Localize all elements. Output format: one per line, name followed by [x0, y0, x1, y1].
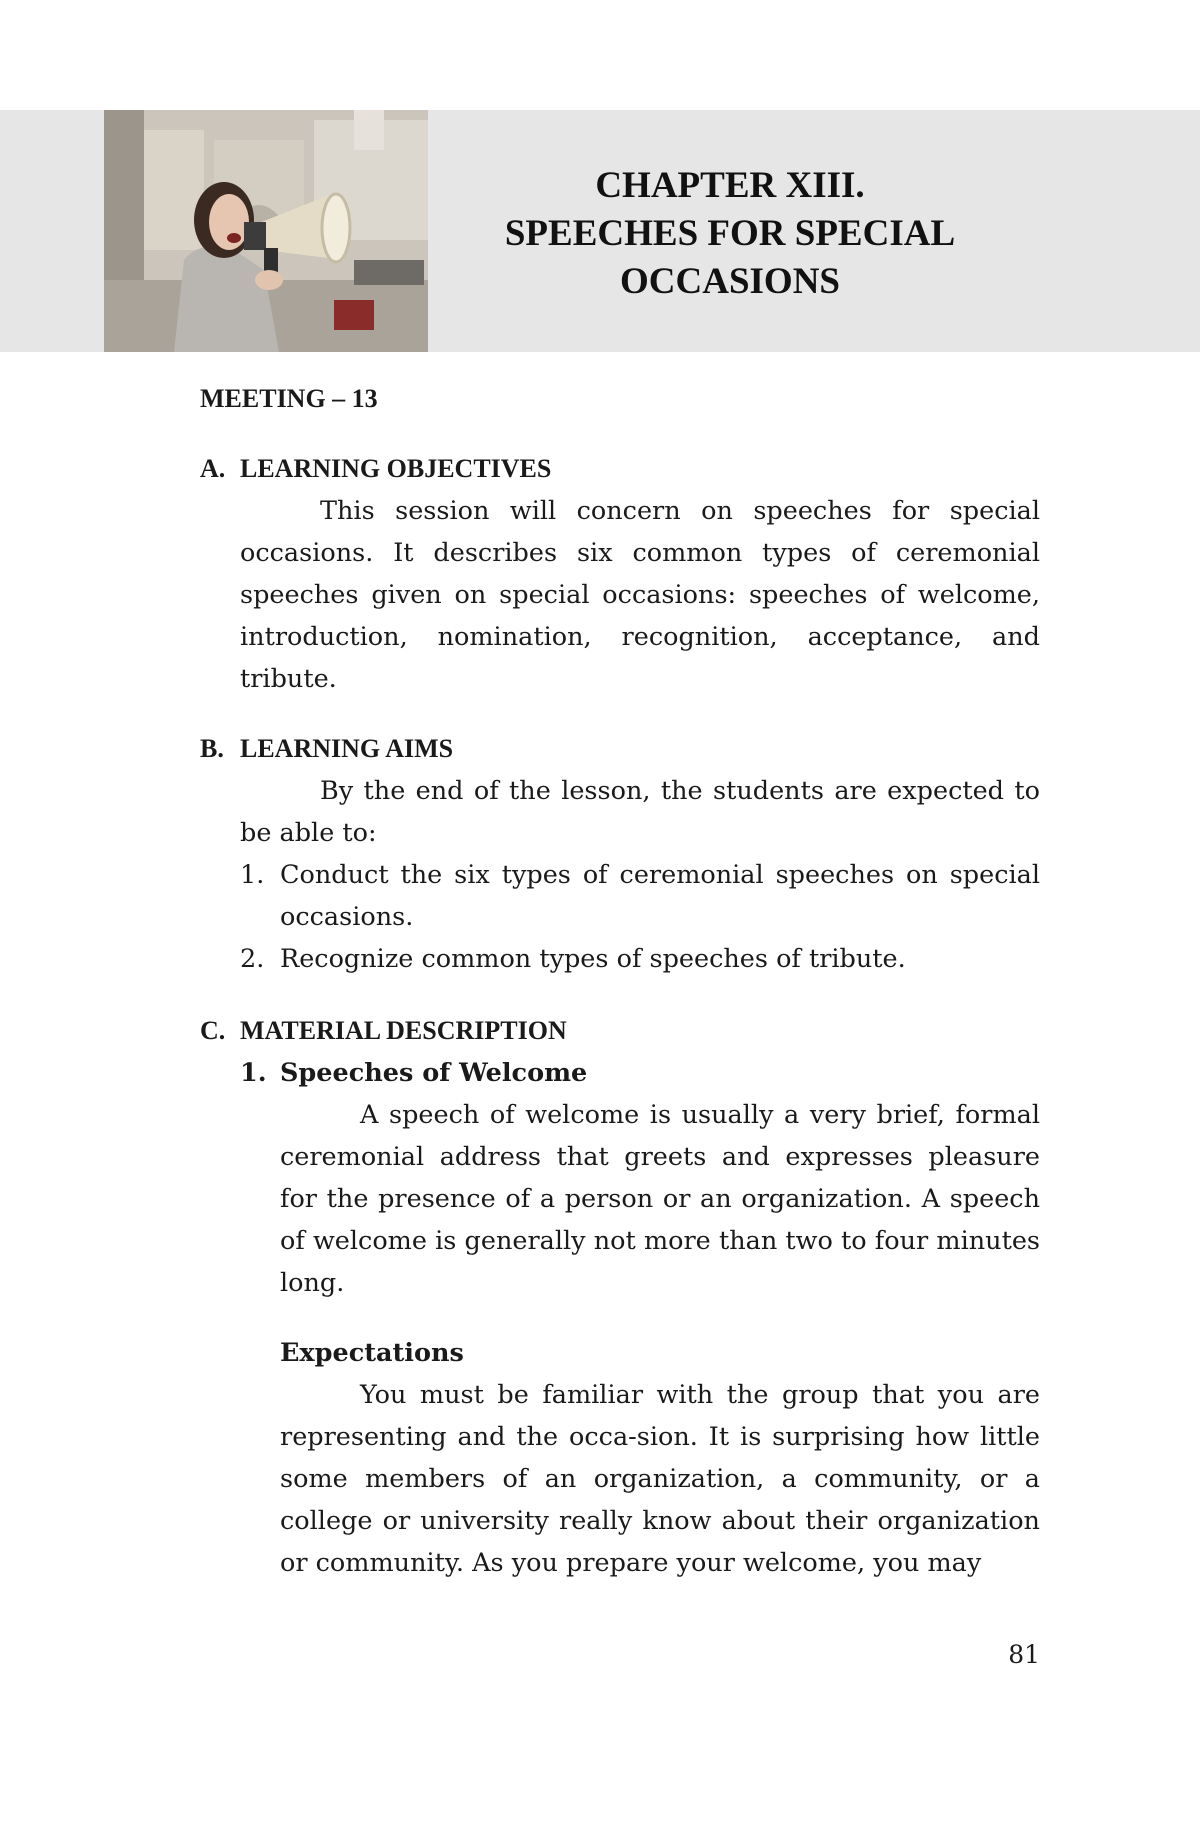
section-a-letter: A.: [200, 454, 226, 483]
chapter-title-line-2: SPEECHES FOR SPECIAL: [504, 213, 956, 254]
section-b-letter: B.: [200, 734, 224, 763]
list-item-number: 1.: [240, 860, 265, 890]
list-item: [240, 938, 1040, 980]
section-a-title: LEARNING OBJECTIVES: [240, 454, 552, 483]
list-item-text: Recognize common types of speeches of tribute.: [280, 944, 906, 974]
section-c-letter: C.: [200, 1016, 226, 1045]
page-content: [200, 378, 1040, 1584]
subsection-welcome-heading: [240, 1052, 1040, 1094]
section-c-heading: [200, 1010, 1040, 1052]
section-b-title: LEARNING AIMS: [240, 734, 454, 763]
chapter-title-line-3: OCCASIONS: [620, 261, 840, 302]
list-item: [240, 854, 1040, 938]
chapter-title-line-1: CHAPTER XIII.: [595, 165, 865, 206]
expectations-paragraph: You must be familiar with the group that you are representing and the occa-sion. It is surprising how little some members of an organization, a community, or a college or university really know about their organization or community. As you prepare your welcome, you may: [280, 1380, 1040, 1578]
subsection-title: Speeches of Welcome: [280, 1058, 588, 1088]
chapter-title: [460, 162, 1000, 306]
welcome-paragraph: A speech of welcome is usually a very brief, formal ceremonial address that greets and expresses pleasure for the presence of a person or an organization. A speech of welcome is generally not more than two to four minutes long.: [280, 1100, 1040, 1298]
section-a-heading: [200, 448, 1040, 490]
list-item-number: 2.: [240, 944, 265, 974]
expectations-heading: Expectations: [280, 1338, 464, 1368]
list-item-text: Conduct the six types of ceremonial speeches on special occasions.: [280, 860, 1040, 932]
aims-list: [240, 854, 1040, 980]
page-number: 81: [1008, 1640, 1040, 1669]
section-b-heading: [200, 728, 1040, 770]
meeting-label: MEETING – 13: [200, 384, 378, 413]
megaphone-woman-image: [104, 110, 428, 352]
section-b-paragraph: By the end of the lesson, the students are expected to be able to:: [240, 776, 1040, 848]
subsection-number: 1.: [240, 1058, 267, 1088]
section-a-paragraph: This session will concern on speeches for special occasions. It describes six common types of ceremonial speeches given on special occasions: speeches of welcome, introduction, nomination, recognition, acceptance, and tribute.: [240, 496, 1040, 694]
section-c-title: MATERIAL DESCRIPTION: [240, 1016, 567, 1045]
chapter-photo: [104, 110, 428, 352]
